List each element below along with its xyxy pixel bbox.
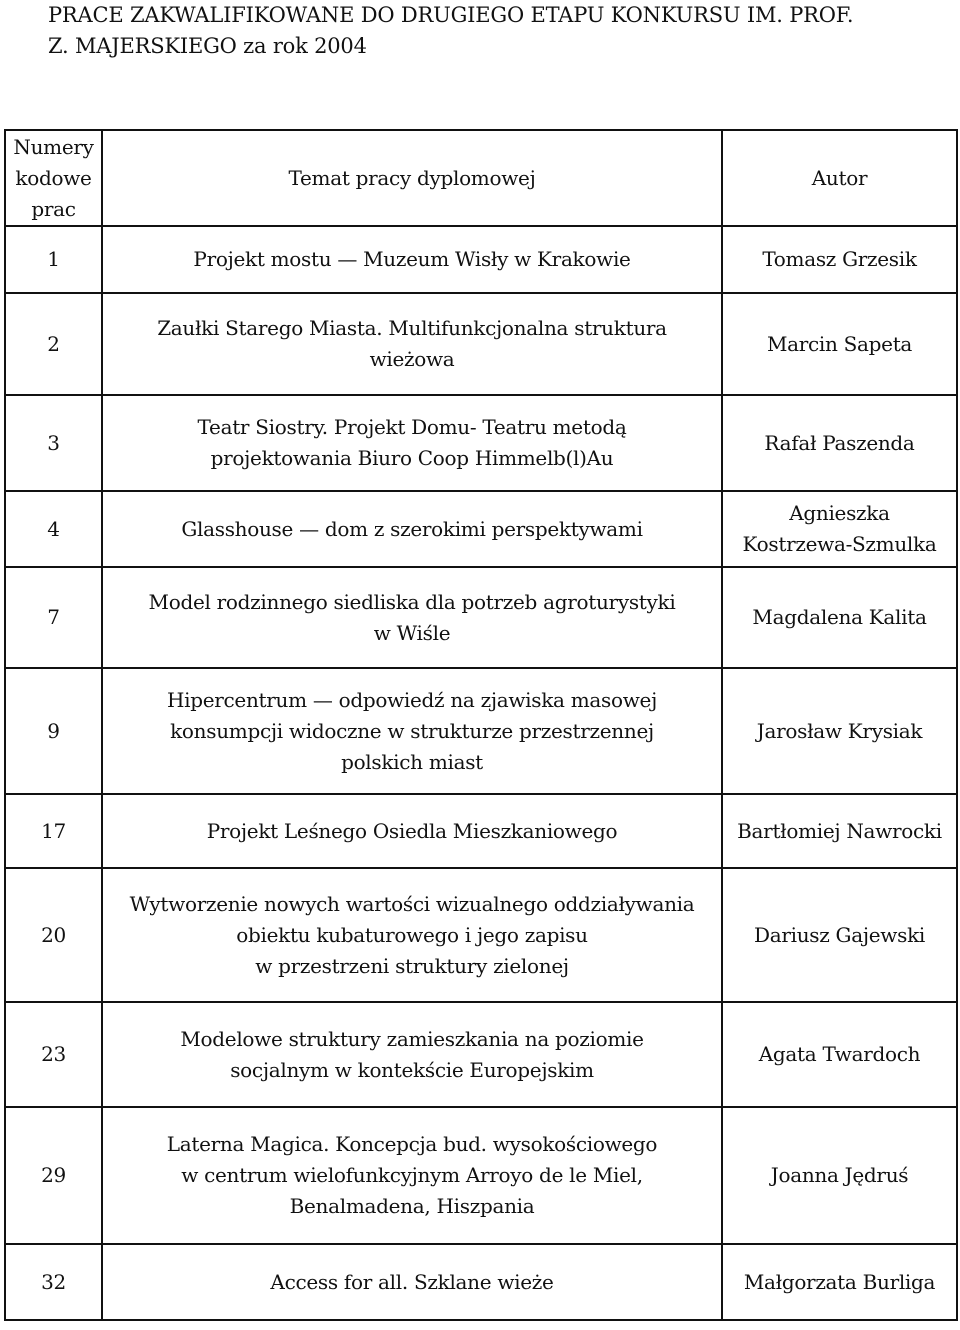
column-header-number: Numery kodowe prac — [5, 130, 102, 226]
cell-topic: Model rodzinnego siedliska dla potrzeb agroturystyki w Wiśle — [102, 567, 722, 668]
cell-topic: Hipercentrum — odpowiedź na zjawiska masowej konsumpcji widoczne w strukturze przestrzennej polskich miast — [102, 668, 722, 794]
table-row — [5, 567, 957, 668]
cell-author: Magdalena Kalita — [722, 567, 957, 668]
cell-number: 32 — [5, 1244, 102, 1320]
table-row — [5, 1244, 957, 1320]
cell-topic: Projekt Leśnego Osiedla Mieszkaniowego — [102, 794, 722, 868]
cell-author: Dariusz Gajewski — [722, 868, 957, 1002]
cell-topic: Modelowe struktury zamieszkania na poziomie socjalnym w kontekście Europejskim — [102, 1002, 722, 1107]
table-row — [5, 668, 957, 794]
table-row — [5, 293, 957, 395]
cell-author: Joanna Jędruś — [722, 1107, 957, 1244]
cell-author: Jarosław Krysiak — [722, 668, 957, 794]
cell-topic: Teatr Siostry. Projekt Domu- Teatru metodą projektowania Biuro Coop Himmelb(l)Au — [102, 395, 722, 491]
table-header-row — [5, 130, 957, 226]
cell-topic: Wytworzenie nowych wartości wizualnego oddziaływania obiektu kubaturowego i jego zapisu w przestrzeni struktury zielonej — [102, 868, 722, 1002]
page-title — [48, 0, 928, 62]
cell-number: 1 — [5, 226, 102, 293]
table-row — [5, 491, 957, 567]
cell-author: Agnieszka Kostrzewa-Szmulka — [722, 491, 957, 567]
cell-number: 17 — [5, 794, 102, 868]
cell-topic: Projekt mostu — Muzeum Wisły w Krakowie — [102, 226, 722, 293]
cell-author: Bartłomiej Nawrocki — [722, 794, 957, 868]
cell-number: 4 — [5, 491, 102, 567]
table-row — [5, 1107, 957, 1244]
cell-number: 3 — [5, 395, 102, 491]
cell-number: 7 — [5, 567, 102, 668]
table-row — [5, 794, 957, 868]
cell-number: 9 — [5, 668, 102, 794]
table-row — [5, 395, 957, 491]
cell-author: Małgorzata Burliga — [722, 1244, 957, 1320]
column-header-topic: Temat pracy dyplomowej — [102, 130, 722, 226]
cell-topic: Glasshouse — dom z szerokimi perspektywami — [102, 491, 722, 567]
page-title-line-1: PRACE ZAKWALIFIKOWANE DO DRUGIEGO ETAPU KONKURSU IM. PROF. — [48, 3, 854, 27]
cell-number: 23 — [5, 1002, 102, 1107]
cell-number: 29 — [5, 1107, 102, 1244]
cell-author: Rafał Paszenda — [722, 395, 957, 491]
cell-number: 20 — [5, 868, 102, 1002]
results-table — [4, 129, 958, 1321]
cell-author: Marcin Sapeta — [722, 293, 957, 395]
cell-topic: Zaułki Starego Miasta. Multifunkcjonalna struktura wieżowa — [102, 293, 722, 395]
table-row — [5, 868, 957, 1002]
column-header-author: Autor — [722, 130, 957, 226]
cell-number: 2 — [5, 293, 102, 395]
table-row — [5, 226, 957, 293]
table-row — [5, 1002, 957, 1107]
cell-topic: Access for all. Szklane wieże — [102, 1244, 722, 1320]
cell-topic: Laterna Magica. Koncepcja bud. wysokościowego w centrum wielofunkcyjnym Arroyo de le Miel, Benalmadena, Hiszpania — [102, 1107, 722, 1244]
cell-author: Tomasz Grzesik — [722, 226, 957, 293]
cell-author: Agata Twardoch — [722, 1002, 957, 1107]
page-title-line-2: Z. MAJERSKIEGO za rok 2004 — [48, 34, 367, 58]
